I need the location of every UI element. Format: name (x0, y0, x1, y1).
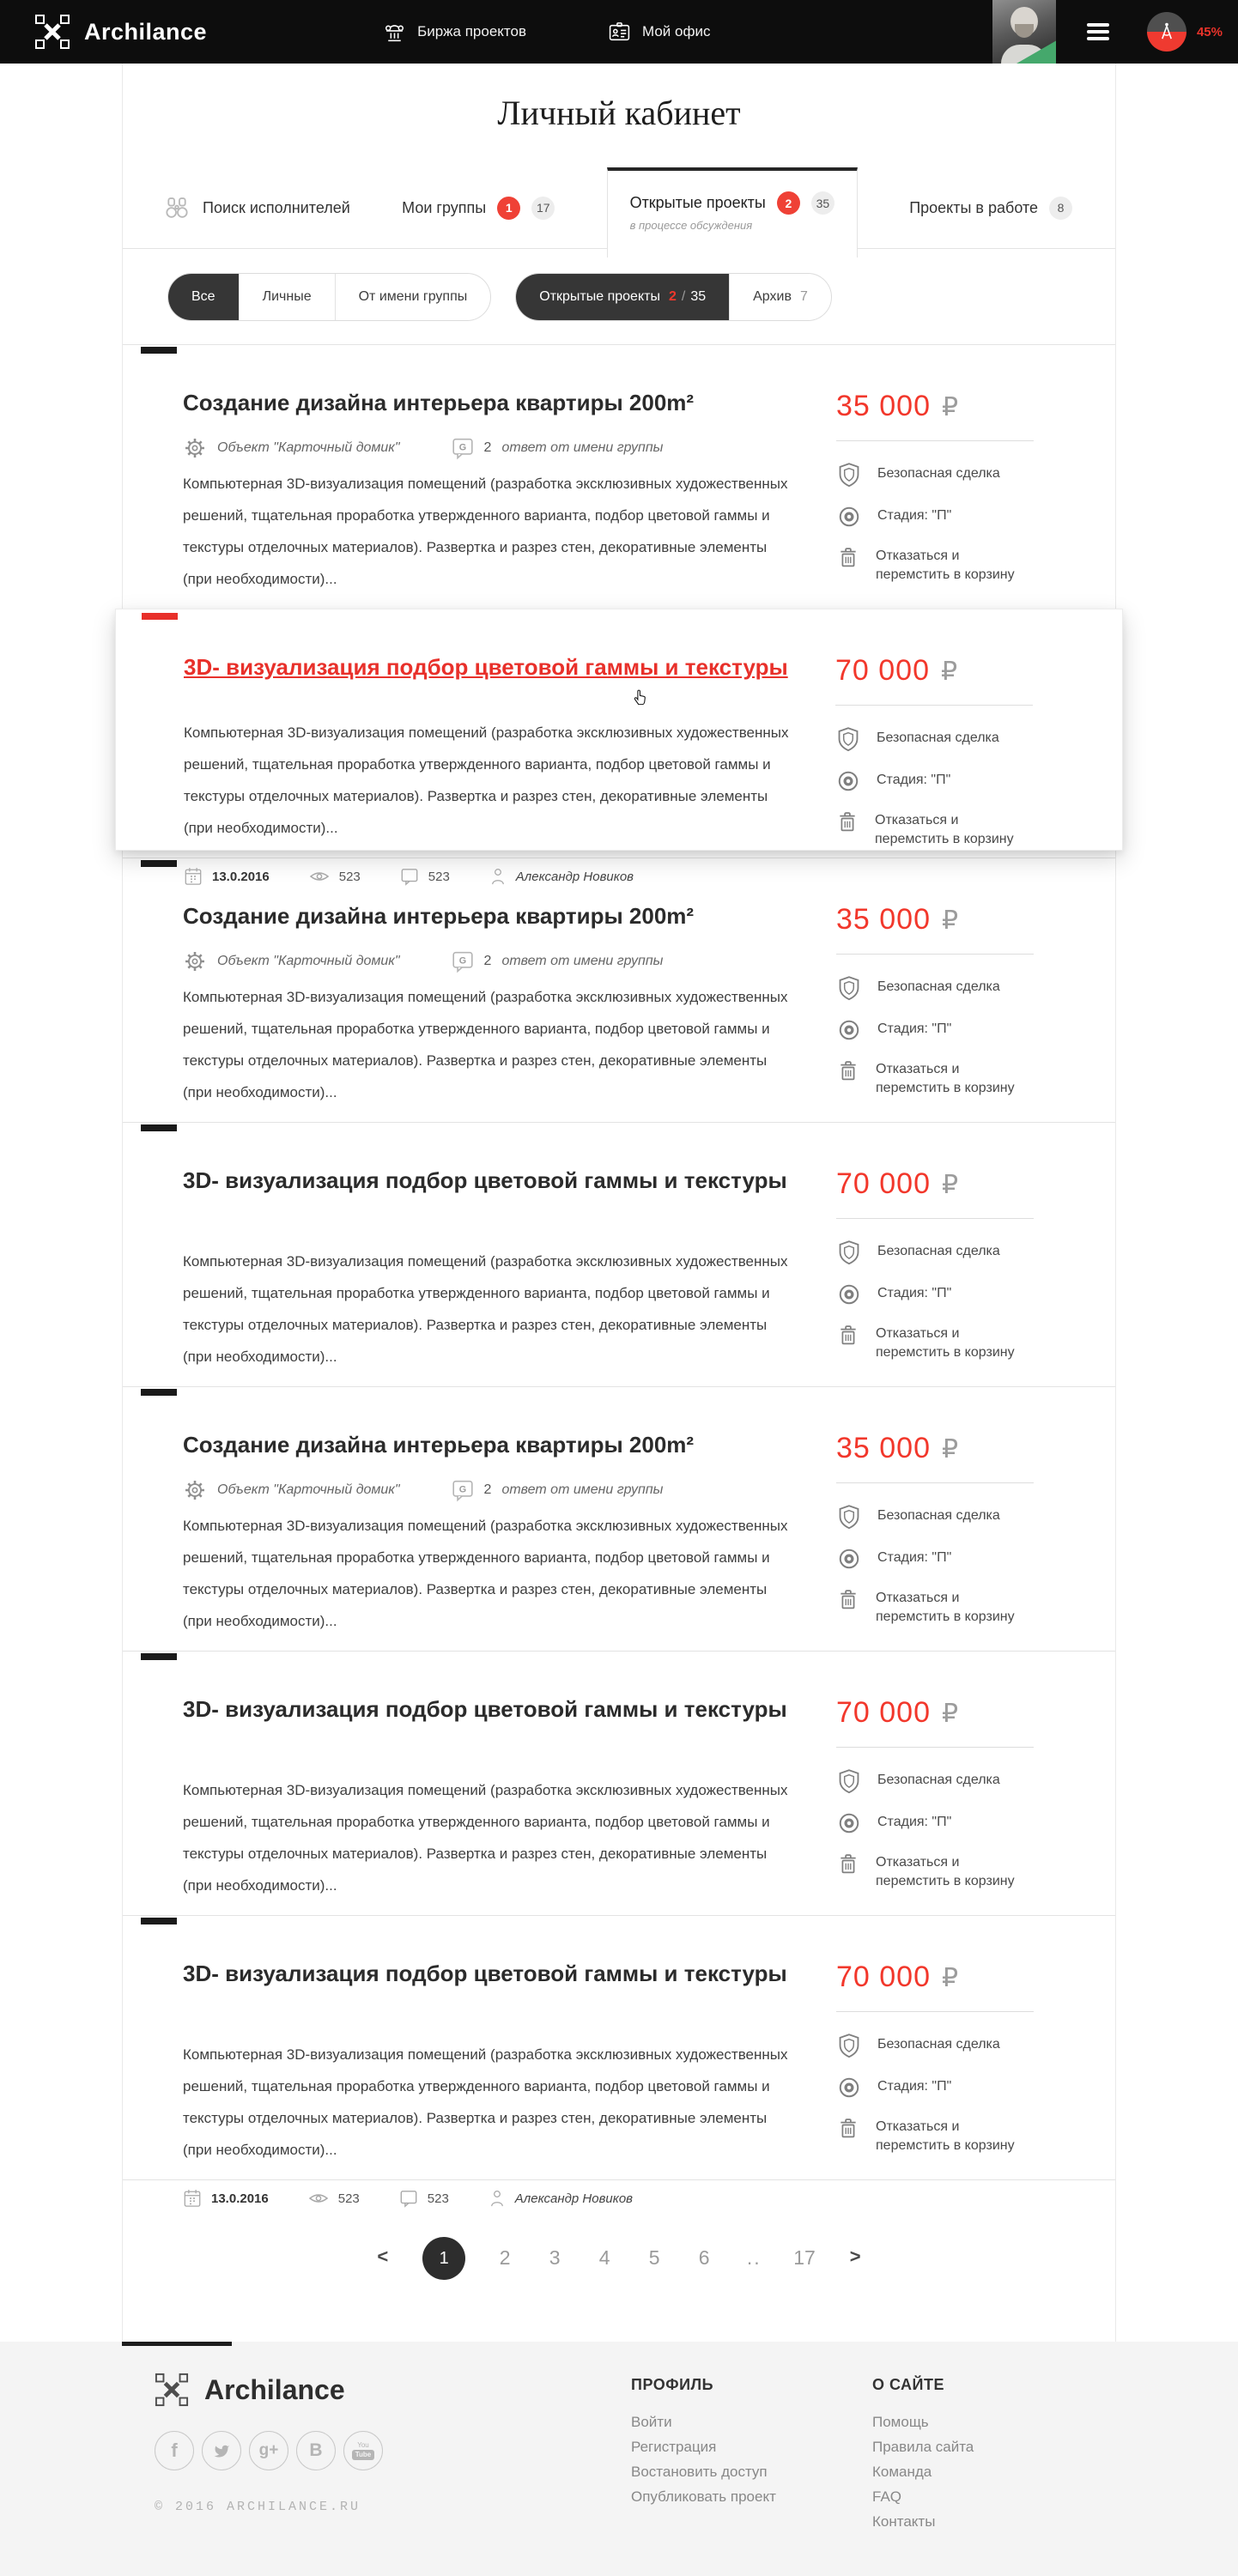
comments-value: 523 (427, 2191, 449, 2206)
profile-progress-badge[interactable] (1147, 12, 1186, 52)
project-title-link[interactable]: Создание дизайна интерьера квартиры 200m² (183, 1432, 695, 1458)
views-counter (308, 2191, 360, 2206)
page-title-block (123, 64, 1115, 167)
card-accent-dash (141, 347, 177, 354)
stage-label: Стадия: "П" (877, 1286, 952, 1300)
trash-icon (836, 1058, 860, 1083)
user-avatar[interactable] (992, 0, 1056, 64)
filter-new-count: 2 (668, 289, 677, 304)
group-reply-bubble-icon (452, 950, 474, 973)
project-description: Компьютерная 3D-визуализация помещений (разработка эксклюзивных художественных решений, тщательная проработка утвержденного варианта, подбор цветовой гаммы и текстуры отделочных материалов). Развертка и разрез стен, декоративные элементы (при необходимости)... (183, 1518, 788, 1629)
drafting-compass-icon (1156, 21, 1178, 43)
target-icon (836, 1810, 862, 1836)
tab-subtitle: в процессе обсуждения (629, 219, 753, 232)
project-card[interactable] (123, 1915, 1115, 2206)
target-icon (836, 2075, 862, 2100)
footer-column-title: О САЙТЕ (872, 2376, 944, 2393)
footer-link-contacts[interactable]: Контакты (872, 2513, 936, 2530)
card-accent-dash (141, 860, 177, 867)
price-line (836, 1961, 1034, 1994)
card-side-panel (836, 390, 1081, 609)
trash-icon (836, 544, 860, 570)
target-icon (836, 1282, 862, 1307)
trash-icon (836, 1322, 860, 1348)
status-filter-group (515, 273, 832, 321)
page-6[interactable]: 6 (698, 2246, 710, 2269)
footer-link-team[interactable]: Команда (872, 2464, 932, 2480)
side-divider (836, 1482, 1034, 1483)
side-divider (836, 1218, 1034, 1219)
footer-accent-bar (122, 2342, 232, 2346)
brand-logo[interactable] (34, 14, 207, 50)
price-value: 70 000 (836, 1961, 931, 1993)
hamburger-menu-icon[interactable] (1082, 18, 1114, 45)
copyright: © 2016 ARCHILANCE.RU (155, 2500, 361, 2514)
safe-deal-label: Безопасная сделка (877, 1773, 1000, 1787)
nav-item-my-office[interactable] (608, 21, 710, 44)
group-reply-bubble-icon (452, 1479, 474, 1502)
stage-label: Стадия: "П" (877, 1021, 952, 1036)
project-card[interactable] (123, 858, 1115, 1122)
target-icon (836, 1546, 862, 1572)
stage-row (836, 1017, 1034, 1043)
svg-text:G: G (458, 442, 466, 453)
profile-progress-value: 45% (1196, 24, 1223, 39)
card-meta-row (183, 1477, 798, 1503)
decline-to-trash-label: Отказаться и перемстить в корзину (875, 813, 1014, 846)
group-reply-bubble-icon (452, 437, 474, 460)
ruble-sign: ₽ (942, 392, 959, 422)
side-divider (835, 705, 1033, 706)
safe-deal-row (836, 1240, 1034, 1267)
replies-count: 2 (483, 954, 492, 968)
decline-to-trash-action[interactable] (836, 1586, 1034, 1626)
twitter-icon[interactable] (202, 2431, 241, 2470)
stage-row (836, 1546, 1034, 1572)
decline-to-trash-action[interactable] (836, 1058, 1034, 1097)
page-title: Личный кабинет (497, 94, 741, 132)
publish-date (183, 2188, 269, 2209)
author[interactable] (489, 866, 634, 887)
filter-all[interactable]: Все (168, 274, 239, 320)
footer-left (155, 2373, 631, 2576)
tab-label: Поиск исполнителей (203, 198, 350, 216)
project-description: Компьютерная 3D-визуализация помещений (разработка эксклюзивных художественных решений, тщательная проработка утвержденного варианта, подбор цветовой гаммы и текстуры отделочных материалов). Развертка и разрез стен, декоративные элементы (при необходимости)... (184, 724, 789, 836)
gear-icon (183, 1478, 207, 1502)
price-value: 35 000 (836, 903, 931, 936)
decline-to-trash-label: Отказаться и перемстить в корзину (876, 1326, 1015, 1360)
decline-to-trash-action[interactable] (836, 1322, 1034, 1361)
safe-deal-row (836, 1768, 1034, 1796)
ruble-sign: ₽ (942, 1170, 959, 1200)
tab-my-groups[interactable] (402, 197, 555, 220)
safe-deal-label: Безопасная сделка (877, 466, 1000, 481)
footer-link-publish-project[interactable]: Опубликовать проект (631, 2488, 776, 2505)
card-main (183, 1167, 836, 1386)
price-line (836, 1696, 1034, 1730)
card-side-panel (836, 1432, 1081, 1651)
replies-label: ответ от имени группы (501, 954, 664, 968)
project-list (123, 344, 1115, 2206)
card-main (183, 1696, 836, 1915)
project-card[interactable] (123, 1651, 1115, 1915)
side-divider (836, 954, 1034, 955)
safe-deal-row (836, 975, 1034, 1003)
total-count-badge: 8 (1049, 197, 1072, 220)
object-label: Объект "Карточный домик" (217, 1482, 400, 1497)
card-accent-dash (141, 1124, 177, 1131)
tab-label: Проекты в работе (909, 198, 1038, 216)
footer-link-restore-access[interactable]: Востановить доступ (631, 2464, 768, 2480)
card-accent-dash (141, 1653, 177, 1660)
replies-count: 2 (483, 1482, 492, 1497)
ruble-sign: ₽ (942, 1699, 959, 1729)
behance-icon[interactable]: B (296, 2431, 336, 2470)
shield-icon (836, 975, 862, 1003)
card-accent-dash (141, 1389, 177, 1396)
total-count-badge: 17 (531, 197, 555, 220)
shield-icon (836, 2033, 862, 2060)
project-title-link[interactable]: 3D- визуализация подбор цветовой гаммы и текстуры (184, 654, 788, 680)
id-card-icon (608, 21, 631, 44)
project-description: Компьютерная 3D-визуализация помещений (разработка эксклюзивных художественных решений, тщательная проработка утвержденного варианта, подбор цветовой гаммы и текстуры отделочных материалов). Развертка и разрез стен, декоративные элементы (при необходимости)... (183, 1782, 788, 1894)
nav-item-label: Биржа проектов (417, 23, 526, 39)
safe-deal-label: Безопасная сделка (877, 979, 1000, 994)
facebook-icon[interactable]: f (155, 2431, 194, 2470)
calendar-icon (183, 2188, 202, 2209)
filter-open-projects[interactable] (516, 274, 729, 320)
price-line (836, 390, 1034, 423)
footer-link-rules[interactable]: Правила сайта (872, 2439, 974, 2455)
decline-to-trash-action[interactable] (836, 2115, 1034, 2155)
price-value: 70 000 (836, 1167, 931, 1200)
nav-item-label: Мой офис (642, 23, 711, 39)
top-nav (383, 21, 710, 44)
filter-archive[interactable] (729, 274, 831, 320)
archilance-logo-icon (34, 14, 70, 50)
comment-bubble-icon (400, 867, 419, 887)
card-side-panel (836, 1167, 1081, 1386)
project-card[interactable] (123, 1122, 1115, 1386)
project-title-link[interactable]: Создание дизайна интерьера квартиры 200m² (183, 903, 695, 929)
card-accent-dash (142, 613, 178, 620)
replies-group (452, 437, 664, 460)
svg-text:G: G (458, 1484, 466, 1495)
replies-label: ответ от имени группы (501, 440, 664, 455)
filter-total-count: 35 (690, 289, 707, 304)
binoculars-icon (162, 195, 191, 221)
trash-icon (836, 2115, 860, 2141)
object-group (183, 1478, 400, 1502)
card-accent-dash (141, 1918, 177, 1924)
card-main (183, 390, 836, 609)
project-description: Компьютерная 3D-визуализация помещений (разработка эксклюзивных художественных решений, тщательная проработка утвержденного варианта, подбор цветовой гаммы и текстуры отделочных материалов). Развертка и разрез стен, декоративные элементы (при необходимости)... (183, 476, 788, 587)
date-value: 13.0.2016 (211, 2191, 269, 2206)
ruble-sign: ₽ (941, 657, 958, 687)
nav-item-exchange[interactable] (383, 21, 526, 44)
page-5[interactable]: 5 (648, 2246, 660, 2269)
tab-open-projects-active[interactable] (607, 167, 858, 258)
replies-label: ответ от имени группы (501, 1482, 664, 1497)
safe-deal-row (836, 2033, 1034, 2060)
filter-count: 7 (799, 289, 808, 304)
comments-value: 523 (428, 869, 450, 884)
shield-icon (836, 1504, 862, 1531)
side-divider (836, 2011, 1034, 2012)
object-label: Объект "Карточный домик" (217, 440, 400, 455)
safe-deal-label: Безопасная сделка (877, 2037, 1000, 2052)
filter-personal[interactable]: Личные (239, 274, 335, 320)
target-icon (836, 1017, 862, 1043)
footer (0, 2342, 1238, 2576)
safe-deal-row (836, 462, 1034, 489)
object-label: Объект "Карточный домик" (217, 954, 400, 968)
project-card[interactable] (123, 1386, 1115, 1651)
ownership-filter-group (167, 273, 491, 321)
eye-icon (309, 869, 330, 884)
stage-label: Стадия: "П" (877, 1815, 952, 1829)
column-icon (383, 21, 406, 44)
tab-label: Открытые проекты (629, 194, 766, 211)
footer-about-column (872, 2373, 1114, 2576)
stage-label: Стадия: "П" (877, 2079, 952, 2094)
page-2[interactable]: 2 (499, 2246, 511, 2269)
price-value: 70 000 (836, 1696, 931, 1729)
shield-icon (836, 1240, 862, 1267)
price-value: 35 000 (836, 390, 931, 422)
target-icon (836, 504, 862, 530)
decline-to-trash-action[interactable] (836, 1851, 1034, 1890)
project-description: Компьютерная 3D-визуализация помещений (разработка эксклюзивных художественных решений, тщательная проработка утвержденного варианта, подбор цветовой гаммы и текстуры отделочных материалов). Развертка и разрез стен, декоративные элементы (при необходимости)... (183, 1253, 788, 1365)
author-name: Александр Новиков (514, 2191, 634, 2206)
footer-link-help[interactable]: Помощь (872, 2414, 929, 2430)
decline-to-trash-action[interactable] (835, 809, 1033, 848)
card-main (183, 1432, 836, 1651)
brand-name: Archilance (84, 18, 208, 45)
publish-date (184, 866, 270, 887)
project-description: Компьютерная 3D-визуализация помещений (разработка эксклюзивных художественных решений, тщательная проработка утвержденного варианта, подбор цветовой гаммы и текстуры отделочных материалов). Развертка и разрез стен, декоративные элементы (при необходимости)... (183, 989, 788, 1100)
safe-deal-label: Безопасная сделка (877, 730, 999, 745)
footer-profile-column (631, 2373, 872, 2576)
page-4[interactable]: 4 (598, 2246, 610, 2269)
card-side-panel (836, 1961, 1081, 2179)
gear-icon (183, 949, 207, 973)
page-ellipsis: .. (746, 2246, 762, 2269)
stage-row (836, 2075, 1034, 2100)
safe-deal-row (835, 726, 1033, 754)
project-title-link[interactable]: 3D- визуализация подбор цветовой гаммы и текстуры (183, 1696, 787, 1722)
comments-counter (399, 2189, 449, 2209)
main-content (122, 64, 1116, 2342)
decline-to-trash-label: Отказаться и перемстить в корзину (876, 549, 1015, 582)
new-count-badge: 1 (497, 197, 520, 220)
safe-deal-label: Безопасная сделка (877, 1508, 1000, 1523)
ruble-sign: ₽ (942, 906, 959, 936)
person-icon (489, 2188, 506, 2209)
stage-row (835, 768, 1033, 794)
filter-label: Открытые проекты (539, 289, 660, 304)
stage-label: Стадия: "П" (877, 773, 951, 787)
footer-column-title: ПРОФИЛЬ (631, 2376, 714, 2393)
filter-bar (123, 249, 1115, 344)
safe-deal-row (836, 1504, 1034, 1531)
date-value: 13.0.2016 (212, 869, 270, 884)
card-side-panel (836, 1696, 1081, 1915)
shield-icon (835, 726, 861, 754)
price-value: 70 000 (835, 654, 930, 687)
calendar-icon (184, 866, 203, 887)
footer-brand[interactable] (155, 2373, 631, 2407)
tab-bar (123, 167, 1115, 249)
project-card[interactable] (123, 344, 1115, 609)
prev-page-arrow[interactable]: < (377, 2246, 389, 2267)
card-footer-meta (184, 866, 797, 887)
new-count-badge: 2 (777, 191, 800, 215)
author-name: Александр Новиков (515, 869, 634, 884)
price-line (836, 1432, 1034, 1465)
stage-label: Стадия: "П" (877, 1550, 952, 1565)
author[interactable] (489, 2188, 633, 2209)
views-counter (309, 869, 361, 884)
svg-text:G: G (458, 955, 466, 967)
card-meta-row (183, 435, 798, 461)
card-footer-meta (183, 2188, 798, 2209)
side-divider (836, 440, 1034, 441)
trash-icon (836, 1851, 860, 1876)
project-title-link[interactable]: Создание дизайна интерьера квартиры 200m² (183, 390, 695, 415)
shield-icon (836, 1768, 862, 1796)
object-group (183, 949, 400, 973)
footer-brand-name: Archilance (204, 2373, 345, 2405)
ruble-sign: ₽ (942, 1963, 959, 1993)
shield-icon (836, 462, 862, 489)
decline-to-trash-label: Отказаться и перемстить в корзину (876, 2119, 1015, 2153)
filter-on-behalf-of-group[interactable]: От имени группы (335, 274, 491, 320)
archilance-logo-icon (155, 2373, 189, 2407)
price-value: 35 000 (836, 1432, 931, 1464)
header-right-cluster (992, 0, 1238, 64)
comments-counter (400, 867, 450, 887)
google-plus-icon[interactable]: g+ (249, 2431, 288, 2470)
social-links (155, 2431, 631, 2470)
eye-icon (308, 2191, 329, 2206)
stage-label: Стадия: "П" (877, 508, 952, 523)
page-3[interactable]: 3 (549, 2246, 561, 2269)
tab-label: Мои группы (402, 198, 487, 216)
stage-row (836, 504, 1034, 530)
price-line (835, 654, 1033, 688)
replies-count: 2 (483, 440, 492, 455)
decline-to-trash-label: Отказаться и перемстить в корзину (876, 1591, 1015, 1624)
card-side-panel (835, 654, 1080, 850)
app-header (0, 0, 1238, 64)
project-title-link[interactable]: 3D- визуализация подбор цветовой гаммы и текстуры (183, 1961, 787, 1986)
next-page-arrow[interactable]: > (849, 2246, 861, 2267)
target-icon (835, 768, 861, 794)
decline-to-trash-label: Отказаться и перемстить в корзину (876, 1062, 1015, 1095)
footer-link-register[interactable]: Регистрация (631, 2439, 717, 2455)
ruble-sign: ₽ (942, 1434, 959, 1464)
project-description: Компьютерная 3D-визуализация помещений (разработка эксклюзивных художественных решений, тщательная проработка утвержденного варианта, подбор цветовой гаммы и текстуры отделочных материалов). Развертка и разрез стен, декоративные элементы (при необходимости)... (183, 2046, 788, 2158)
footer-link-faq[interactable]: FAQ (872, 2488, 902, 2505)
tab-search-performers[interactable] (162, 195, 350, 221)
safe-deal-label: Безопасная сделка (877, 1244, 1000, 1258)
decline-to-trash-action[interactable] (836, 544, 1034, 584)
avatar-torso (1001, 45, 1047, 64)
price-line (836, 903, 1034, 936)
project-title-link[interactable]: 3D- визуализация подбор цветовой гаммы и текстуры (183, 1167, 787, 1193)
gear-icon (183, 436, 207, 460)
card-side-panel (836, 903, 1081, 1122)
page-1[interactable]: 1 (422, 2237, 465, 2280)
side-divider (836, 1747, 1034, 1748)
decline-to-trash-label: Отказаться и перемстить в корзину (876, 1855, 1015, 1888)
object-group (183, 436, 400, 460)
trash-icon (835, 809, 859, 834)
views-value: 523 (338, 869, 361, 884)
views-value: 523 (337, 2191, 360, 2206)
tab-projects-in-progress[interactable] (909, 197, 1072, 220)
youtube-icon[interactable]: You Tube (343, 2431, 383, 2470)
replies-group (452, 1479, 664, 1502)
project-card[interactable] (115, 609, 1123, 884)
comment-bubble-icon (399, 2189, 418, 2209)
replies-group (452, 950, 664, 973)
stage-row (836, 1282, 1034, 1307)
filter-label: Архив (753, 289, 792, 304)
card-main (183, 1961, 836, 2206)
filter-divider: / (681, 289, 686, 304)
footer-link-login[interactable]: Войти (631, 2414, 672, 2430)
trash-icon (836, 1586, 860, 1612)
page-17[interactable]: 17 (793, 2246, 816, 2269)
avatar-beard (1015, 24, 1034, 38)
stage-row (836, 1810, 1034, 1836)
person-icon (489, 866, 507, 887)
price-line (836, 1167, 1034, 1201)
total-count-badge: 35 (811, 191, 834, 215)
hand-cursor-icon (632, 685, 651, 707)
card-main (184, 654, 835, 884)
card-main (183, 903, 836, 1122)
card-meta-row (183, 949, 798, 974)
